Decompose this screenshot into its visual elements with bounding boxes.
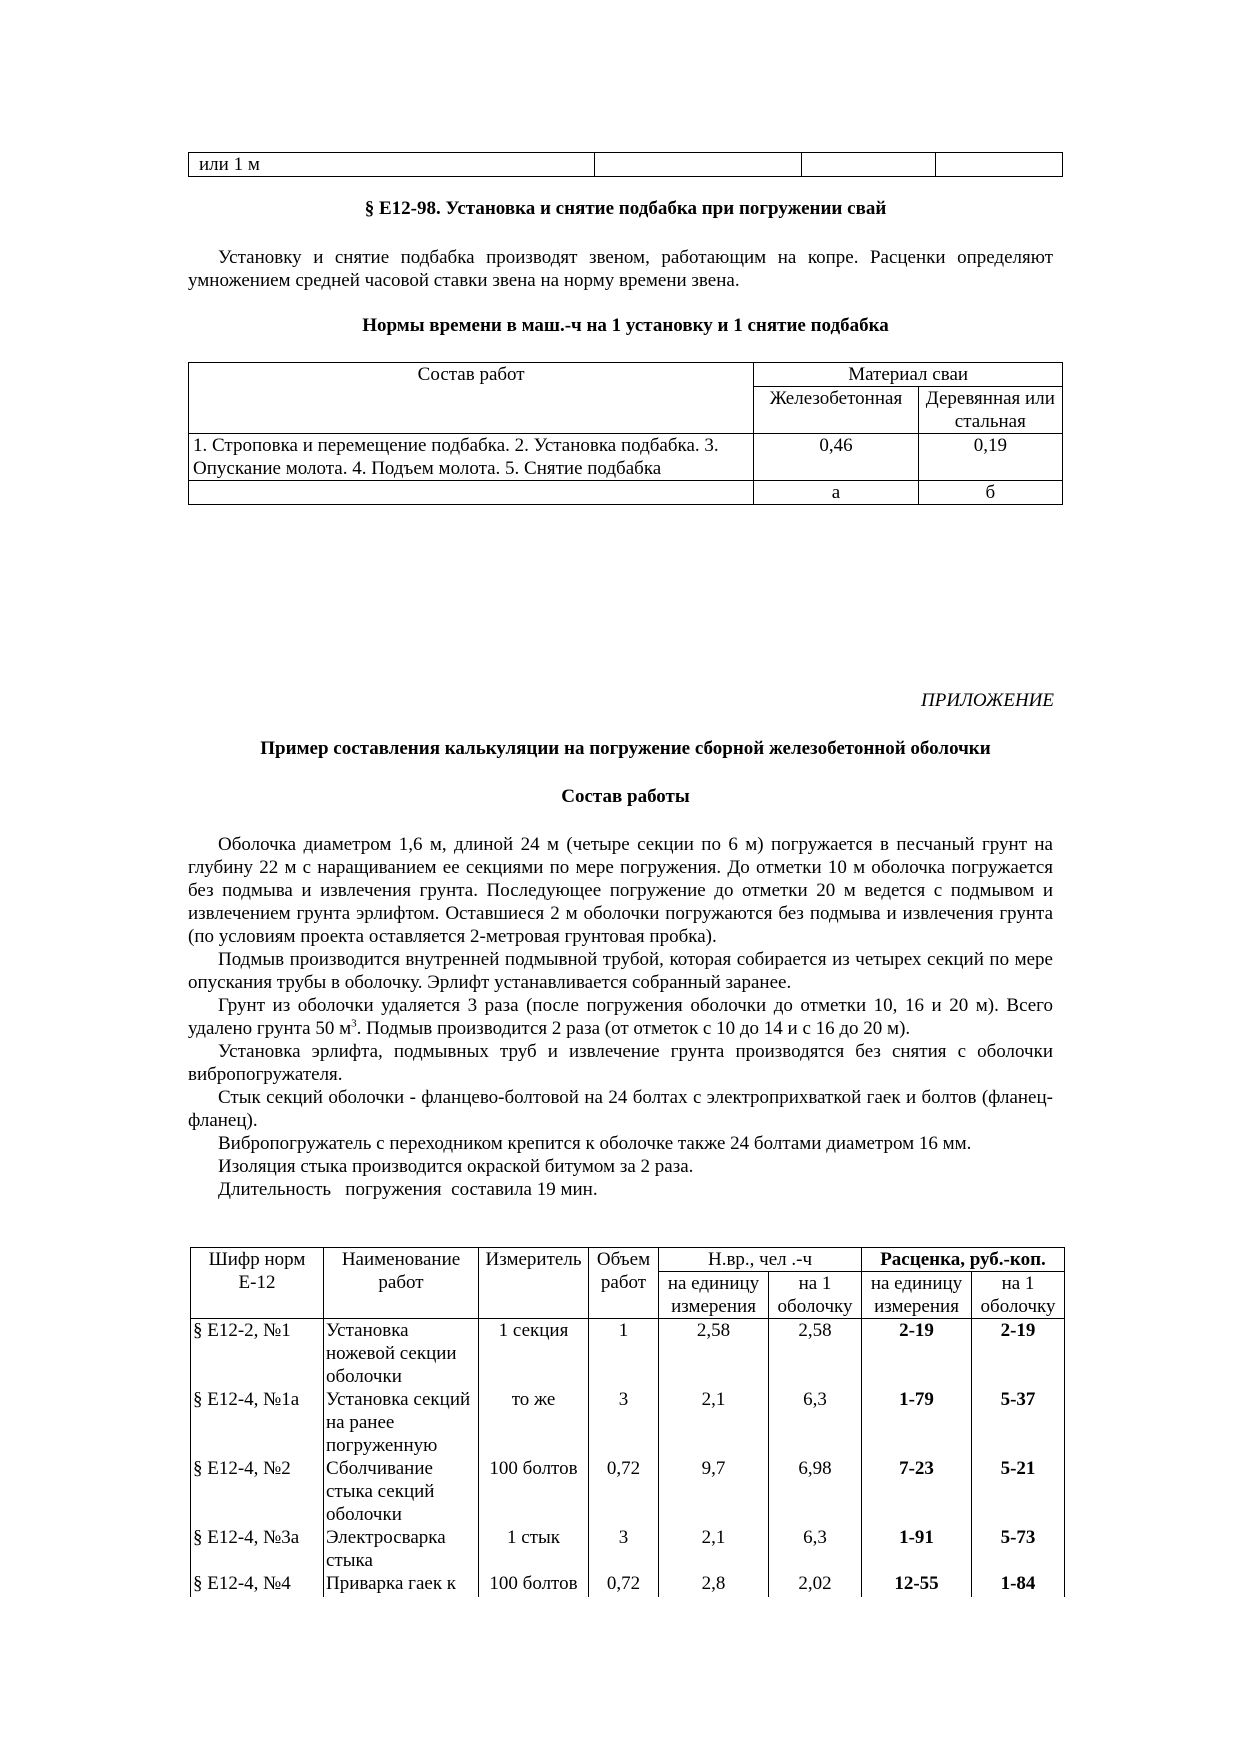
appendix-paragraph: Установка эрлифта, подмывных труб и извлечение грунта производятся без снятия с оболочки вибропогружателя. bbox=[188, 1041, 1053, 1085]
norms-header-material: Материал сваи bbox=[754, 363, 1063, 387]
row-norm-per-shell: 6,3 bbox=[769, 1526, 862, 1572]
row-rate-per-shell: 5-37 bbox=[972, 1388, 1065, 1457]
intro-paragraph: Установку и снятие подбабка производят звеном, работающим на копре. Расценки определяют умножением средней часовой ставки звена на норму времени звена. bbox=[188, 247, 1053, 291]
norms-header-composition: Состав работ bbox=[189, 363, 754, 434]
calc-header-norm-per-unit: на единицу измерения bbox=[659, 1272, 769, 1319]
norms-subheader-wood-steel: Деревянная или стальная bbox=[918, 387, 1062, 434]
calc-header-norm-per-shell: на 1 оболочку bbox=[769, 1272, 862, 1319]
row-norm-per-unit: 2,58 bbox=[659, 1319, 769, 1389]
norms-subheader-concrete: Железобетонная bbox=[754, 387, 918, 434]
calc-header-rate: Расценка, руб.-коп. bbox=[862, 1248, 1065, 1272]
norms-value-wood-steel: 0,19 bbox=[918, 434, 1062, 481]
row-rate-per-shell: 5-73 bbox=[972, 1526, 1065, 1572]
norms-index-empty bbox=[189, 481, 754, 505]
paragraph-text: . Подмыв производится 2 раза (от отметок с 10 до 14 и с 16 до 20 м). bbox=[356, 1018, 911, 1039]
row-volume: 0,72 bbox=[589, 1457, 659, 1526]
row-norm-per-unit: 2,8 bbox=[659, 1572, 769, 1597]
superscript-3: 3 bbox=[351, 1017, 357, 1030]
row-norm-per-unit: 9,7 bbox=[659, 1457, 769, 1526]
norms-index-b: б bbox=[918, 481, 1062, 505]
row-norm-per-unit: 2,1 bbox=[659, 1526, 769, 1572]
table-row bbox=[191, 1526, 1065, 1572]
row-code: § Е12-2, №1 bbox=[191, 1319, 324, 1389]
appendix-body bbox=[188, 833, 1053, 1201]
row-code: § Е12-4, №3а bbox=[191, 1526, 324, 1572]
appendix-paragraph: Подмыв производится внутренней подмывной трубой, которая собирается из четырех секций по мере опускания трубы в оболочку. Эрлифт устанавливается собранный заранее. bbox=[188, 949, 1053, 993]
row-unit: 1 стык bbox=[479, 1526, 589, 1572]
row-name: Установка секций на ранее погруженную bbox=[324, 1388, 479, 1457]
appendix-paragraph: Вибропогружатель с переходником крепится к оболочке также 24 болтами диаметром 16 мм. bbox=[218, 1133, 972, 1154]
calc-header-volume: Объем работ bbox=[589, 1248, 659, 1319]
appendix-paragraph: Длительность погружения составила 19 мин. bbox=[218, 1179, 598, 1200]
row-rate-per-shell: 1-84 bbox=[972, 1572, 1065, 1597]
row-volume: 1 bbox=[589, 1319, 659, 1389]
appendix-paragraph: Оболочка диаметром 1,6 м, длиной 24 м (четыре секции по 6 м) погружается в песчаный грунт на глубину 22 м с наращиванием ее секциями по мере погружения. До отметки 10 м оболочка погружается без подмыва и извлечения грунта. Последующее погружение до отметки 20 м ведется с подмывом и извлечением грунта эрлифтом. Оставшиеся 2 м оболочки погружаются без подмыва и извлечения грунта (по условиям проекта оставляется 2-метровая грунтовая пробка). bbox=[188, 834, 1053, 947]
calculation-table bbox=[190, 1247, 1065, 1597]
row-rate-per-unit: 12-55 bbox=[862, 1572, 972, 1597]
row-norm-per-shell: 2,02 bbox=[769, 1572, 862, 1597]
section-title: § Е12-98. Установка и снятие подбабка при погружении свай bbox=[364, 198, 887, 219]
row-volume: 3 bbox=[589, 1388, 659, 1457]
paragraph-text: Грунт из оболочки удаляется 3 раза (после погружения оболочки до отметки 10, 16 и 20 м). Всего удалено грунта 50 м bbox=[188, 995, 1053, 1039]
appendix-label: ПРИЛОЖЕНИЕ bbox=[921, 690, 1054, 711]
row-name: Сболчивание стыка секций оболочки bbox=[324, 1457, 479, 1526]
row-unit: 100 болтов bbox=[479, 1457, 589, 1526]
row-unit: то же bbox=[479, 1388, 589, 1457]
norms-index-a: а bbox=[754, 481, 918, 505]
calc-header-norm: Н.вр., чел .-ч bbox=[659, 1248, 862, 1272]
section-intro bbox=[188, 246, 1053, 292]
continued-table-fragment bbox=[188, 152, 1063, 177]
appendix-paragraph bbox=[188, 994, 1053, 1040]
row-norm-per-shell: 6,3 bbox=[769, 1388, 862, 1457]
row-norm-per-unit: 2,1 bbox=[659, 1388, 769, 1457]
norms-table bbox=[188, 362, 1063, 505]
row-unit: 1 секция bbox=[479, 1319, 589, 1389]
appendix-title: Пример составления калькуляции на погружение сборной железобетонной оболочки bbox=[260, 738, 991, 759]
norms-value-concrete: 0,46 bbox=[754, 434, 918, 481]
table-row bbox=[191, 1457, 1065, 1526]
row-name: Электросварка стыка bbox=[324, 1526, 479, 1572]
row-rate-per-shell: 2-19 bbox=[972, 1319, 1065, 1389]
row-rate-per-unit: 7-23 bbox=[862, 1457, 972, 1526]
calc-header-code: Шифр норм Е-12 bbox=[191, 1248, 324, 1319]
appendix-paragraph: Изоляция стыка производится окраской битумом за 2 раза. bbox=[218, 1156, 694, 1177]
norms-title: Нормы времени в маш.-ч на 1 установку и 1 снятие подбабка bbox=[362, 315, 889, 336]
row-code: § Е12-4, №2 bbox=[191, 1457, 324, 1526]
table-row bbox=[191, 1388, 1065, 1457]
fragment-cell bbox=[935, 153, 1062, 177]
row-code: § Е12-4, №4 bbox=[191, 1572, 324, 1597]
appendix-subtitle: Состав работы bbox=[561, 786, 690, 807]
row-unit: 100 болтов bbox=[479, 1572, 589, 1597]
appendix-paragraph: Стык секций оболочки - фланцево-болтовой на 24 болтах с электроприхваткой гаек и болтов (фланец-фланец). bbox=[188, 1087, 1053, 1131]
row-volume: 3 bbox=[589, 1526, 659, 1572]
calc-header-rate-per-shell: на 1 оболочку bbox=[972, 1272, 1065, 1319]
row-rate-per-shell: 5-21 bbox=[972, 1457, 1065, 1526]
row-code: § Е12-4, №1а bbox=[191, 1388, 324, 1457]
norms-row-text: 1. Строповка и перемещение подбабка. 2. Установка подбабка. 3. Опускание молота. 4. Подъем молота. 5. Снятие подбабка bbox=[189, 434, 754, 481]
row-rate-per-unit: 1-79 bbox=[862, 1388, 972, 1457]
row-name: Приварка гаек к bbox=[324, 1572, 479, 1597]
row-rate-per-unit: 2-19 bbox=[862, 1319, 972, 1389]
table-row bbox=[191, 1572, 1065, 1597]
row-norm-per-shell: 2,58 bbox=[769, 1319, 862, 1389]
calc-header-unit: Измеритель bbox=[479, 1248, 589, 1319]
fragment-cell bbox=[802, 153, 935, 177]
table-row bbox=[191, 1319, 1065, 1389]
row-volume: 0,72 bbox=[589, 1572, 659, 1597]
row-name: Установка ножевой секции оболочки bbox=[324, 1319, 479, 1389]
fragment-cell-text: или 1 м bbox=[189, 153, 595, 177]
calc-header-name: Наименование работ bbox=[324, 1248, 479, 1319]
row-norm-per-shell: 6,98 bbox=[769, 1457, 862, 1526]
row-rate-per-unit: 1-91 bbox=[862, 1526, 972, 1572]
fragment-cell bbox=[594, 153, 801, 177]
calc-header-rate-per-unit: на единицу измерения bbox=[862, 1272, 972, 1319]
